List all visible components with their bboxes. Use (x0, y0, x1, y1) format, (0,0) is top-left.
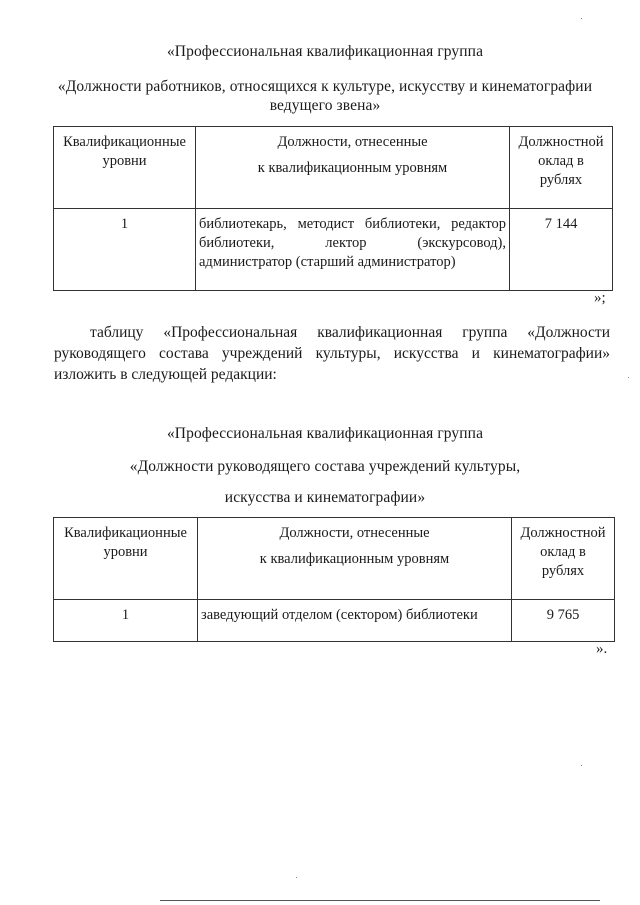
header-levels: Квалификационные уровни (54, 127, 196, 209)
table-header-row (54, 127, 613, 209)
scan-speck (581, 18, 582, 19)
header-positions-line1: Должности, отнесенные (279, 525, 430, 541)
table-header-row (54, 518, 615, 600)
section1-closing-quote: »; (594, 290, 606, 306)
table-row (54, 600, 615, 642)
section1-title-line2: «Должности работников, относящихся к культуре, искусству и кинематографии (57, 78, 593, 95)
header-levels: Квалификационные уровни (54, 518, 198, 600)
row-level: 1 (54, 600, 198, 642)
header-positions-line2: к квалификационным уровням (259, 551, 450, 567)
scan-speck (628, 377, 629, 378)
table-row (54, 209, 613, 291)
row-salary: 9 765 (512, 600, 615, 642)
header-positions-line1: Должности, отнесенные (277, 134, 428, 150)
row-level: 1 (54, 209, 196, 291)
header-salary-line1: Должностной (518, 134, 604, 150)
section2-closing-quote: ». (596, 641, 608, 657)
row-position: библиотекарь, методист библиотеки, редактор библиотеки, лектор (экскурсовод), администратор (старший администратор) (196, 209, 510, 291)
section1-title-line3: ведущего звена» (269, 97, 381, 114)
row-position: заведующий отделом (сектором) библиотеки (198, 600, 512, 642)
header-salary-line3: рублях (541, 563, 585, 579)
footer-rule (160, 900, 600, 901)
section1-title-line1: «Профессиональная квалификационная группа (166, 43, 484, 60)
body-paragraph: таблицу «Профессиональная квалификационная группа «Должности руководящего состава учреждений культуры, искусства и кинематографии» изложить в следующей редакции: (54, 324, 610, 383)
header-salary-line2: оклад в (538, 153, 584, 169)
header-positions-line2: к квалификационным уровням (257, 160, 448, 176)
section2-title-line3: искусства и кинематографии» (224, 489, 426, 506)
header-salary-line1: Должностной (520, 525, 606, 541)
section2-title-line2: «Должности руководящего состава учреждений культуры, (129, 458, 521, 475)
scan-speck (581, 765, 582, 766)
header-salary-line2: оклад в (540, 544, 586, 560)
scan-speck (296, 877, 297, 878)
header-salary-line3: рублях (539, 172, 583, 188)
header-positions (196, 127, 510, 209)
qualification-table-2 (53, 517, 615, 642)
row-salary: 7 144 (510, 209, 613, 291)
header-salary (510, 127, 613, 209)
header-salary (512, 518, 615, 600)
qualification-table-1 (53, 126, 613, 291)
section2-title-line1: «Профессиональная квалификационная группа (166, 425, 484, 442)
header-positions (198, 518, 512, 600)
